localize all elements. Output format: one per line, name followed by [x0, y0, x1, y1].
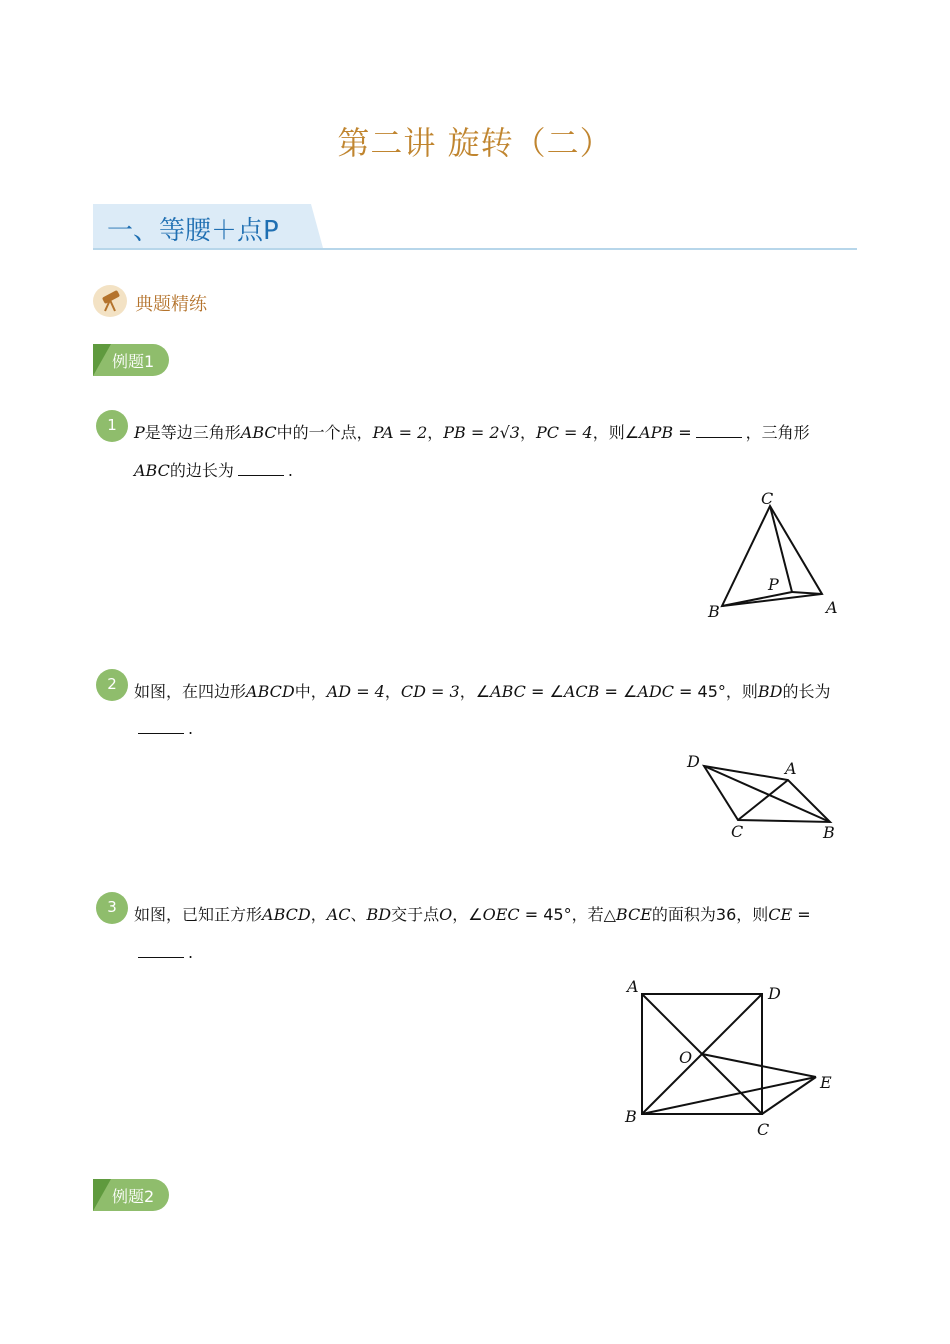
answer-blank[interactable] [238, 474, 284, 476]
label-a: A [785, 759, 797, 778]
example-1-label: 例题1 [112, 352, 155, 371]
example-2-tag [93, 1179, 169, 1211]
example-2-label: 例题2 [112, 1187, 155, 1206]
section-underline [93, 248, 857, 250]
label-b: B [625, 1107, 637, 1126]
question-3-line-2: . [134, 943, 193, 962]
example-1-tag [93, 344, 169, 376]
page-title: 第二讲 旋转（二） [337, 124, 613, 162]
question-2-figure [682, 752, 842, 842]
label-c: C [757, 1120, 770, 1139]
label-o: O [679, 1048, 693, 1067]
label-c: C [761, 489, 774, 508]
label-p: P [768, 575, 779, 594]
question-3-figure [616, 975, 846, 1145]
label-c: C [731, 822, 744, 841]
answer-blank[interactable] [138, 956, 184, 958]
question-3-number: 3 [96, 892, 128, 924]
question-1-number: 1 [96, 410, 128, 442]
question-2-number: 2 [96, 669, 128, 701]
question-2-line-2: . [134, 719, 193, 738]
label-b: B [708, 602, 720, 621]
label-d: D [687, 752, 700, 771]
telescope-icon-graphic [93, 285, 127, 317]
practice-label: 典题精练 [135, 294, 207, 315]
answer-blank[interactable] [138, 732, 184, 734]
question-3-line-1: 如图，已知正方形ABCD，AC、BD交于点O，∠OEC = 45°，若△BCE的面积为36，则CE = [134, 905, 811, 924]
section-header [93, 204, 857, 250]
question-2-line-1: 如图，在四边形ABCD中，AD = 4，CD = 3，∠ABC = ∠ACB = ∠ADC = 45°，则BD的长为 [134, 682, 831, 701]
label-d: D [768, 984, 781, 1003]
label-e: E [820, 1073, 832, 1092]
question-1-figure [704, 489, 838, 621]
label-b: B [823, 823, 835, 842]
section-title: 一、等腰＋点P [107, 216, 279, 246]
answer-blank[interactable] [696, 436, 742, 438]
label-a: A [826, 598, 838, 617]
question-1-line-2: ABC的边长为 . [134, 461, 293, 480]
telescope-icon [93, 285, 127, 317]
question-1-line-1: P是等边三角形ABC中的一个点，PA = 2，PB = 2√3，PC = 4，则∠APB = ，三角形 [134, 423, 810, 442]
label-a: A [627, 977, 639, 996]
